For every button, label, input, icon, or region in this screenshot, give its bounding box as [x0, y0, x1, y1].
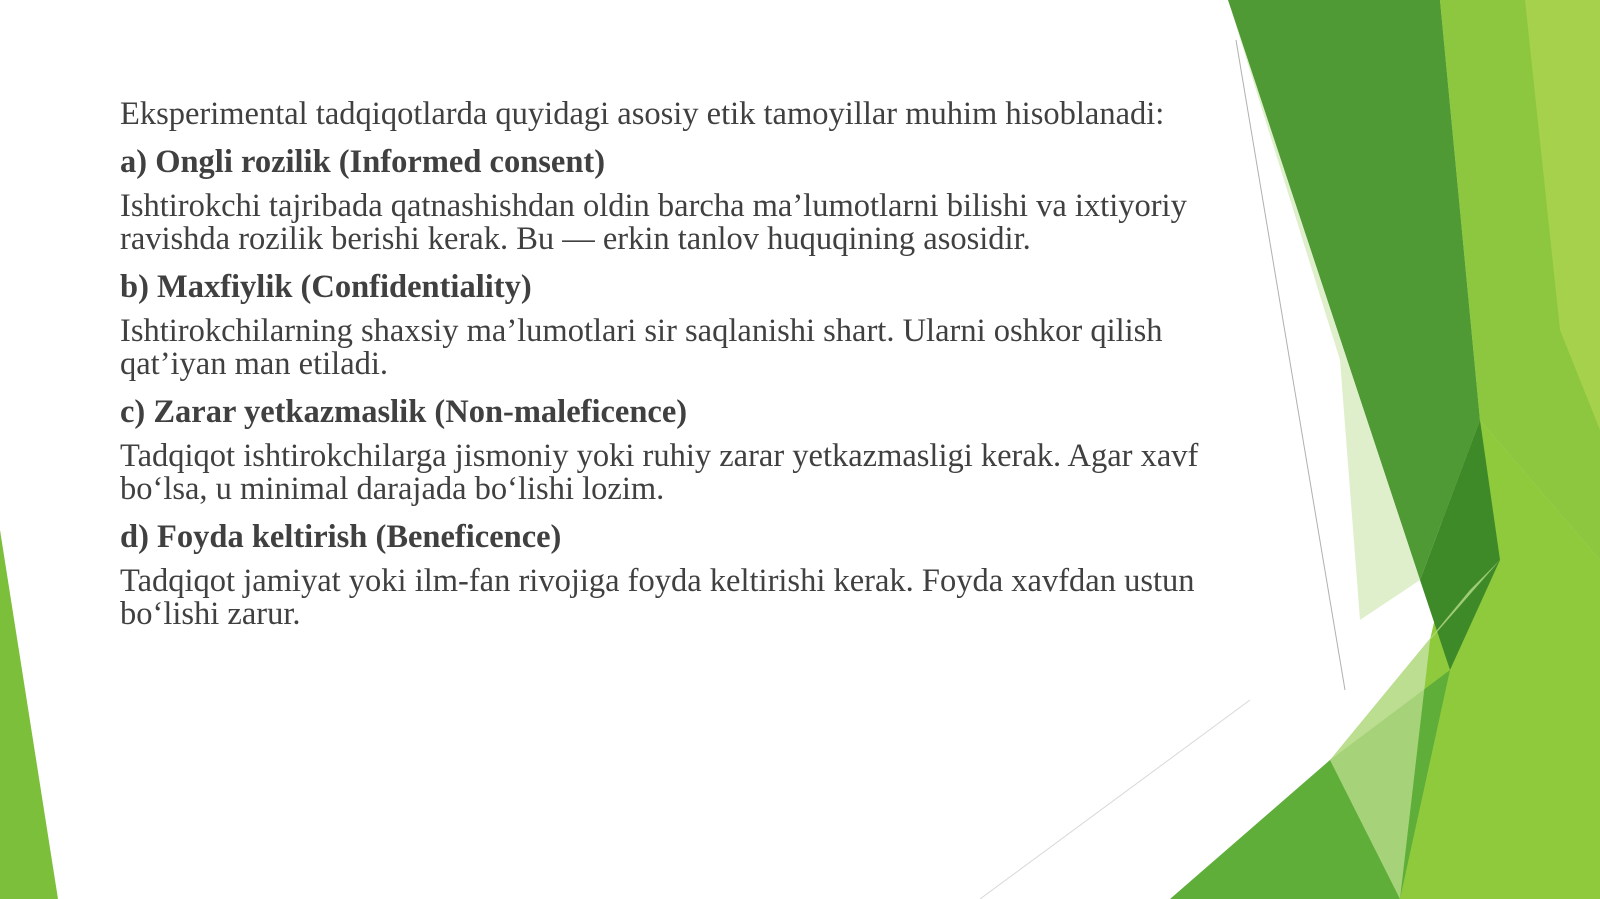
section-body: Ishtirokchi tajribada qatnashishdan oldin barcha ma’lumotlarni bilishi va ixtiyoriy ravishda rozilik berishi kerak. Bu — erkin tanlov huquqining asosidir.	[120, 187, 1187, 257]
section-informed-consent	[120, 144, 1220, 257]
section-heading: c) Zarar yetkazmaslik (Non-maleficence)	[120, 393, 688, 430]
section-confidentiality	[120, 269, 1220, 382]
section-beneficence	[120, 519, 1220, 632]
section-body: Tadqiqot ishtirokchilarga jismoniy yoki ruhiy zarar yetkazmasligi kerak. Agar xavf bo‘lsa, u minimal darajada bo‘lishi lozim.	[120, 437, 1199, 507]
section-heading: d) Foyda keltirish (Beneficence)	[120, 518, 562, 555]
slide-content	[120, 98, 1220, 644]
intro-text: Eksperimental tadqiqotlarda quyidagi asosiy etik tamoyillar muhim hisoblanadi:	[120, 96, 1165, 132]
left-green-sliver	[0, 530, 58, 899]
section-body: Ishtirokchilarning shaxsiy ma’lumotlari sir saqlanishi shart. Ularni oshkor qilish qat’iyan man etiladi.	[120, 312, 1163, 382]
section-heading: a) Ongli rozilik (Informed consent)	[120, 143, 606, 180]
section-body: Tadqiqot jamiyat yoki ilm-fan rivojiga foyda keltirishi kerak. Foyda xavfdan ustun bo‘lishi zarur.	[120, 562, 1195, 632]
section-heading: b) Maxfiylik (Confidentiality)	[120, 268, 532, 305]
section-non-maleficence	[120, 394, 1220, 507]
